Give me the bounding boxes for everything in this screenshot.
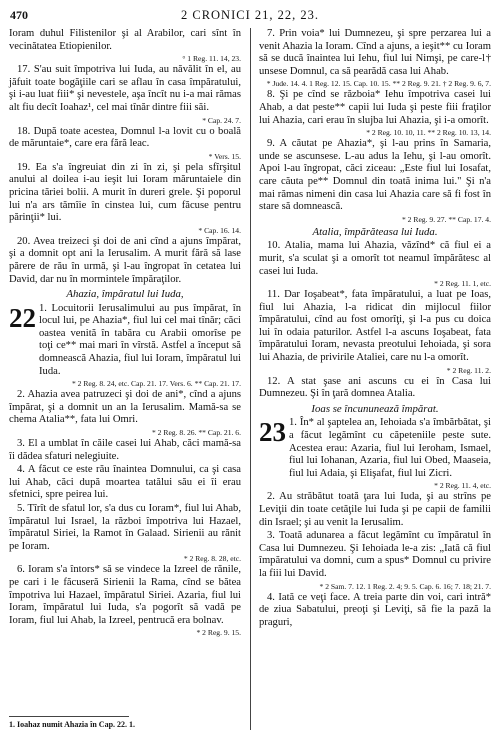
chapter-22-start <box>9 303 241 379</box>
cross-reference: * 2 Reg. 9. 27. ** Cap. 17. 4. <box>401 214 491 224</box>
verse-21-20: 20. Avea treizeci şi doi de ani cînd a ajuns împărat, şi a domnit opt ani la Ierusalim. A murit fără să lase părere de rău în urmă, şi l-au îngropat în cetatea lui David, dar nu în mormintele împăraţilor. <box>9 235 241 285</box>
page-header <box>10 8 490 26</box>
cross-reference: * 2 Reg. 10. 10, 11. ** 2 Reg. 10. 13, 14. <box>366 128 491 138</box>
cross-reference: * Vers. 15. <box>208 151 241 161</box>
verse-22-8: 8. Şi pe cînd se războia* Iehu împotriva casei lui Ahab, a dat peste** capii lui Iuda şi peste fiii fraţilor lui Ahazia, cari erau în slujba lui Ahazia, şi i-a omorît. <box>259 89 491 126</box>
right-column <box>259 28 491 630</box>
cross-reference: * 2 Reg. 11. 1, etc. <box>434 279 491 289</box>
verse-22-6: 6. Ioram s'a întors* să se vindece la Izreel de rănile, pe cari i le făcuseră Sirienii la Rama, cînd se bătea împotriva lui Hazael, împăratul Siriei. Azaria, fiul lui Ioram, împăratul lui Iuda, s'a pogorît să vadă pe Ioram, fiul lui Ahab, la Izreel, pentrucă era bolnav. <box>9 564 241 626</box>
section-heading: Ioas se încununează împărat. <box>311 402 439 415</box>
chapter-number: 23 <box>259 417 286 448</box>
chapter-number: 22 <box>9 302 36 333</box>
cross-reference: * 2 Reg. 8. 26. ** Cap. 21. 6. <box>151 428 241 438</box>
verse-23-2: 2. Au străbătut toată ţara lui Iuda, şi au strîns pe Leviţii din toate cetăţile lui Iuda şi pe capii de familii din Israel; şi au venit la Ierusalim. <box>259 491 491 528</box>
verse-23-3: 3. Toată adunarea a făcut legămînt cu împăratul în Casa lui Dumnezeu. Şi Iehoiada le-a zis: „Iată că fiul împăratului va domni, cum a spus* Domnul cu privire la fiii lui David. <box>259 530 491 579</box>
page-number: 470 <box>10 8 28 22</box>
left-column <box>9 28 241 638</box>
cross-reference: * 2 Sam. 7. 12. 1 Reg. 2. 4; 9. 5. Cap. 6. 16; 7. 18; 21. 7. <box>319 581 491 591</box>
column-divider <box>250 28 251 730</box>
verse-23-4: 4. Iată ce veţi face. A treia parte din voi, cari intră* de ziua Sabatului, preoţi şi Leviţi, să fie la pază la praguri, <box>259 591 491 628</box>
verse-22-2: 2. Ahazia avea patruzeci şi doi de ani*, cînd a ajuns împărat, şi a domnit un an la Ierusalim. Mamă-sa se chema Atalia**, fata lui Omri. <box>9 389 241 426</box>
cross-reference: ° 1 Reg. 11. 14, 23. <box>182 54 241 64</box>
section-heading: Atalia, împărăteasa lui Iuda. <box>312 225 438 238</box>
footnote-rule <box>9 716 129 717</box>
verse-22-10: 10. Atalia, mama lui Ahazia, văzînd* că fiul ei a murit, s'a sculat şi a omorît tot neamul împărătesc al casei lui Iuda. <box>259 240 491 277</box>
cross-reference: * 2 Reg. 8. 28, etc. <box>183 554 241 564</box>
verse-22-3: 3. El a umblat în căile casei lui Ahab, căci mamă-sa îi dădea sfaturi nelegiuite. <box>9 438 241 462</box>
cross-reference: * 2 Reg. 11. 4, etc. <box>434 481 491 491</box>
chapter-23-start <box>259 417 491 480</box>
verse-21-18: 18. După toate acestea, Domnul l-a lovit cu o boală de măruntaie*, care era fără leac. <box>9 125 241 150</box>
verse-22-1: 1. Locuitorii Ierusalimului au pus împărat, în locul lui, pe Ahazia*, fiul lui cel mai tînăr; căci oastea venită în tabăra cu Arabii omorîse pe toţi ce** mai mari în vîrstă. Astfel a început să domnească Ahazia, fiul lui Ioram, împăratul lui Iuda. <box>39 302 241 377</box>
cross-reference: * Cap. 24. 7. <box>202 115 241 125</box>
cross-reference: * 2 Reg. 8. 24, etc. Cap. 21. 17. Vers. 6. ** Cap. 21. 17. <box>71 379 241 389</box>
verse-23-1: 1. În* al şaptelea an, Iehoiada s'a îmbărbătat, şi a făcut legămînt cu căpeteniile peste sute. Acestea erau: Azaria, fiul lui Ieroham, Ismael, fiul lui Iohanan, Azaria, fiul lui Obed, Maaseia, fiul lui Adaia, şi Elişafat, fiul lui Zicri. <box>289 417 491 479</box>
cross-reference: * 2 Reg. 9. 15. <box>196 628 241 638</box>
verse-21-17: 17. S'au suit împotriva lui Iuda, au năvălit în el, au jăfuit toate bogăţiile cari se aflau în casa împăratului, şi i-au luat fiii* şi nevestele, aşa încît nu i-a mai rămas alt fiu decît Ioahaz¹, cel mai tînăr dintre fiii săi. <box>9 64 241 113</box>
verse-22-11: 11. Dar Ioşabeat*, fata împăratului, a luat pe Ioas, fiul lui Ahazia, l-a ridicat din mijlocul fiilor împăratului, cînd au fost omorîţi, şi l-a pus cu doica lui în odaia paturilor. Astfel l-a ascuns Ioşabeat, fata împăratului Ioram, nevasta preotului Iehoiada, şi sora lui Ahazia, de privirile Ataliei, care nu l-a omorît. <box>259 289 491 364</box>
verse-22-9: 9. A căutat pe Ahazia*, şi l-au prins în Samaria, unde se ascunsese. L-au adus la Iehu, şi l-au omorît. Apoi l-au îngropat, căci ziceau: „Este fiul lui Iosafat, care căuta pe** Domnul din toată inima lui." Şi n'a mai rămas nimeni din casa lui Ahazia care să fi fost în stare să domnească. <box>259 138 491 213</box>
running-title: 2 CRONICI 21, 22, 23. <box>180 8 320 22</box>
footnote: 1. Ioahaz numit Ahazia în Cap. 22. 1. <box>9 720 136 729</box>
cross-reference: * 2 Reg. 11. 2. <box>446 365 491 375</box>
verse-22-12: 12. A stat şase ani ascuns cu ei în Casa lui Dumnezeu. Şi în ţară domnea Atalia. <box>259 375 491 400</box>
verse-22-4: 4. A făcut ce este rău înaintea Domnului, ca şi casa lui Ahab, căci după moartea tatălui său ei îi erau sfetnici, spre peirea lui. <box>9 464 241 501</box>
cross-reference: * Cap. 16. 14. <box>198 225 241 235</box>
verse-22-7: 7. Prin voia* lui Dumnezeu, şi spre perzarea lui a venit Ahazia la Ioram. Cînd a ajuns, a ieşit** cu Ioram să se ducă înaintea lui Iehu, fiul lui Nimşi, pe care-l† unsese Domnul, ca să pearădă casa lui Ahab. <box>259 28 491 77</box>
verse-21-16-end: Ioram duhul Filistenilor şi al Arabilor, cari sînt în vecinătatea Etiopienilor. <box>9 28 241 52</box>
verse-22-5: 5. Tîrît de sfatul lor, s'a dus cu Ioram*, fiul lui Ahab, împăratul lui Israel, la război împotriva lui Hazael, împăratul Siriei, la Ramot în Galaad. Sirienii au rănit pe Ioram. <box>9 503 241 552</box>
section-heading: Ahazia, împăratul lui Iuda, <box>66 288 184 301</box>
verse-21-19: 19. Ea s'a îngreuiat din zi în zi, şi pela sfîrşitul anului al doilea i-au ieşit lui Ioram măruntaiele din pricina tăriei bolii. A murit în dureri grele. Şi poporul lui n'a ars tămîie în cinstea lui, cum făcuse pentru părinţii* lui. <box>9 161 241 224</box>
cross-reference: * Jude. 14. 4. 1 Reg. 12. 15. Cap. 10. 15. ** 2 Reg. 9. 21. † 2 Reg. 9. 6, 7. <box>266 79 491 89</box>
